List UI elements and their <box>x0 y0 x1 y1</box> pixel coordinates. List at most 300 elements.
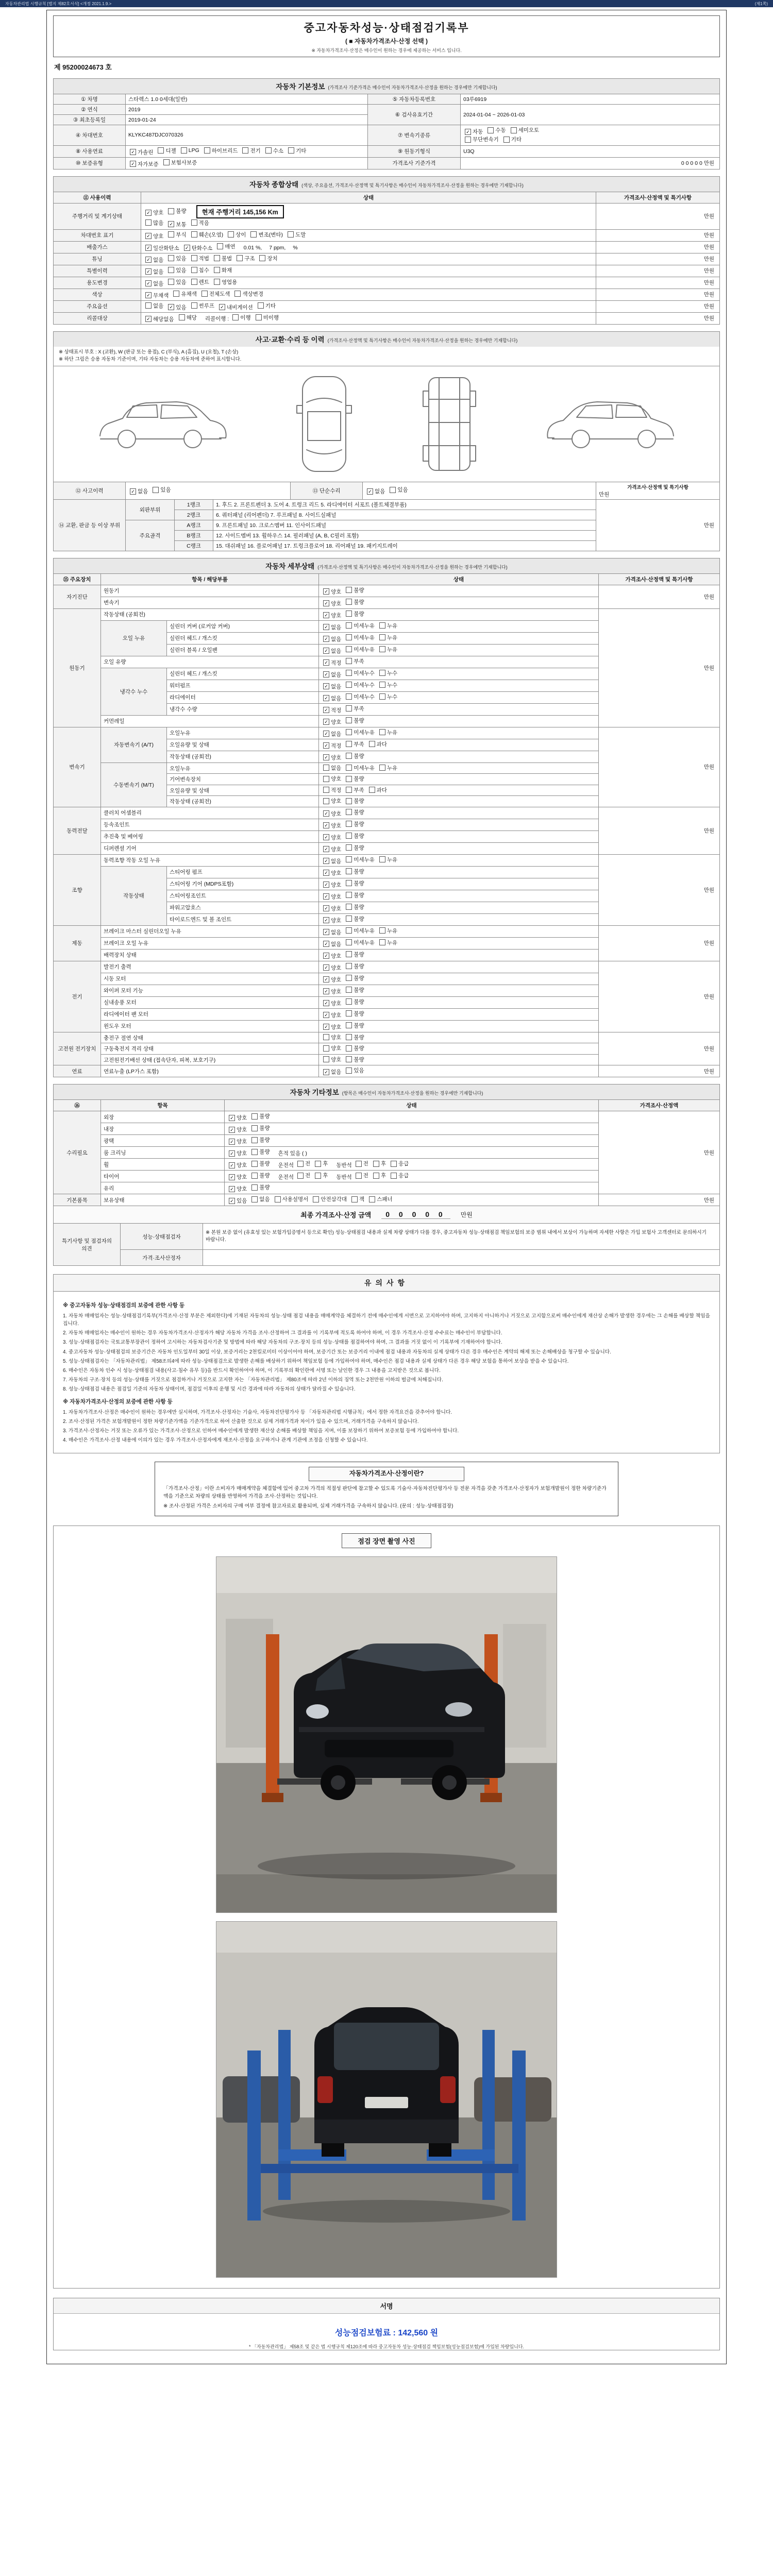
checkbox-없음[interactable] <box>323 928 341 936</box>
final-price-band <box>53 1206 720 1224</box>
checkbox-불량[interactable] <box>346 986 364 994</box>
checkbox-label: 미세누수 <box>354 693 375 700</box>
checkbox-없음[interactable] <box>323 683 341 690</box>
usage-label: 주요옵션 <box>54 300 141 312</box>
cell: 항목 / 해당부품 <box>101 573 319 585</box>
checkbox-양호[interactable] <box>145 232 163 240</box>
checkbox-없음[interactable] <box>323 764 341 772</box>
checkbox-누수[interactable] <box>379 693 397 701</box>
checkbox-적정[interactable] <box>323 786 341 794</box>
checkbox-양호[interactable] <box>323 754 341 761</box>
checkbox-전[interactable] <box>356 1172 368 1179</box>
checkbox-누유[interactable] <box>379 856 397 863</box>
device-row <box>54 1194 720 1206</box>
checkbox-label: 미세누유 <box>354 729 375 736</box>
checkbox-양호[interactable] <box>229 1114 247 1122</box>
field-label: ② 연식 <box>54 105 126 115</box>
checkbox-미세누수[interactable] <box>346 669 375 677</box>
checkbox-전[interactable] <box>297 1172 310 1179</box>
checkbox-구조[interactable] <box>237 255 255 262</box>
checkbox-불량[interactable] <box>346 962 364 970</box>
checkbox-훼손(오염)[interactable] <box>191 231 224 239</box>
panel-label: ⑭ 교환, 판금 등 이상 부위 <box>54 499 126 551</box>
checkbox-유채색[interactable] <box>173 290 196 298</box>
checkbox-미세누유[interactable] <box>346 622 375 630</box>
checkbox-누유[interactable] <box>379 927 397 935</box>
checkbox-렌트[interactable] <box>191 278 209 286</box>
checkbox-전[interactable] <box>356 1160 368 1167</box>
checkbox-없음[interactable] <box>145 280 163 287</box>
checkbox-없음[interactable] <box>323 857 341 865</box>
checkbox-불량[interactable] <box>346 868 364 875</box>
checkbox-label: 불량 <box>354 833 364 839</box>
item-label: 파워고압호스 <box>167 902 319 913</box>
checkbox-양호[interactable] <box>323 834 341 841</box>
checkbox-부족[interactable] <box>346 786 364 794</box>
definition-box <box>155 1462 618 1516</box>
checkbox-양호[interactable] <box>323 964 341 972</box>
checkbox-양호[interactable] <box>323 952 341 960</box>
checkbox-group <box>323 976 369 982</box>
checkbox-불량[interactable] <box>346 808 364 816</box>
checkbox-적법[interactable] <box>191 255 209 262</box>
checked-box-icon: ✓ <box>323 1069 329 1075</box>
price-cell: 만원 <box>599 961 720 1032</box>
checkbox-불량[interactable] <box>346 832 364 840</box>
checkbox-안전삼각대[interactable] <box>313 1195 347 1203</box>
checkbox-적정[interactable] <box>323 659 341 667</box>
section-subtitle: (항목은 매수인이 자동차가격조사·산정을 원하는 경우에만 기재합니다) <box>342 1091 483 1096</box>
checkbox-상이[interactable] <box>228 231 246 239</box>
checkbox-group <box>323 941 402 947</box>
checkbox-불량[interactable] <box>346 998 364 1006</box>
checkbox-적정[interactable] <box>323 706 341 714</box>
unchecked-box-icon <box>315 1173 321 1179</box>
checkbox-잭[interactable] <box>351 1195 364 1203</box>
checkbox-누유[interactable] <box>379 622 397 630</box>
checkbox-양호[interactable] <box>323 1056 341 1063</box>
checkbox-양호[interactable] <box>323 881 341 889</box>
checkbox-양호[interactable] <box>323 822 341 829</box>
checkbox-label: 양호 <box>331 1000 342 1007</box>
checkbox-불량[interactable] <box>346 891 364 899</box>
checkbox-미세누수[interactable] <box>346 693 375 701</box>
checkbox-group <box>145 221 214 227</box>
checkbox-양호[interactable] <box>145 209 163 216</box>
group-label: 고전원 전기장치 <box>54 1032 101 1065</box>
checkbox-있음[interactable] <box>168 278 186 286</box>
usage-label: 튜닝 <box>54 253 141 265</box>
checkbox-내비게이션[interactable] <box>219 303 253 311</box>
checkbox-양호[interactable] <box>323 988 341 995</box>
checkbox-label: 양호 <box>331 905 342 912</box>
checkbox-양호[interactable] <box>229 1138 247 1145</box>
unchecked-box-icon <box>379 634 385 640</box>
checkbox-양호[interactable] <box>229 1173 247 1181</box>
simple-repair-status <box>363 482 596 499</box>
checkbox-전[interactable] <box>297 1160 310 1167</box>
checkbox-불량[interactable] <box>346 1010 364 1018</box>
usage-label: 특별이력 <box>54 265 141 277</box>
checkbox-group <box>229 1186 275 1192</box>
checkbox-없음[interactable] <box>251 1195 270 1203</box>
checkbox-양호[interactable] <box>229 1185 247 1193</box>
checkbox-없음[interactable] <box>323 635 341 643</box>
checkbox-미세누유[interactable] <box>346 939 375 946</box>
checkbox-미세누유[interactable] <box>346 764 375 772</box>
photo-section <box>53 1526 720 2289</box>
odometer-box: 현재 주행거리 145,156 Km <box>196 205 284 218</box>
checkbox-group <box>323 800 369 806</box>
checkbox-group <box>323 882 369 888</box>
device-row <box>54 807 720 819</box>
checkbox-하이브리드[interactable] <box>204 147 238 155</box>
item-label: 실린더 블록 / 오일팬 <box>167 644 319 656</box>
section-overall-condition <box>53 176 720 325</box>
checked-box-icon: ✓ <box>323 893 329 900</box>
inspection-valid-period: 2024-01-04 ~ 2026-01-03 <box>461 105 720 125</box>
checkbox-있음[interactable] <box>346 1066 364 1074</box>
checkbox-label: 양호 <box>331 719 342 725</box>
checkbox-label: 없음 <box>375 488 385 495</box>
checkbox-불량[interactable] <box>346 1056 364 1063</box>
checkbox-label: 양호 <box>237 1174 247 1181</box>
checkbox-없음[interactable] <box>145 256 163 264</box>
checkbox-있음[interactable] <box>168 303 186 311</box>
checkbox-불량[interactable] <box>346 951 364 958</box>
unchecked-box-icon <box>346 741 352 747</box>
checkbox-없음[interactable] <box>323 940 341 948</box>
checkbox-group <box>323 905 369 911</box>
status-cell <box>319 913 599 925</box>
rank-items: 9. 프론트패널 10. 크로스멤버 11. 인사이드패널 <box>213 520 596 530</box>
checked-box-icon: ✓ <box>323 1012 329 1018</box>
checked-box-icon: ✓ <box>323 976 329 982</box>
unchecked-box-icon <box>346 611 352 617</box>
checkbox-불량[interactable] <box>346 598 364 606</box>
checkbox-불량[interactable] <box>346 752 364 760</box>
checkbox-group <box>323 612 369 618</box>
checkbox-label: 없음 <box>153 268 164 275</box>
checkbox-없음[interactable] <box>323 730 341 738</box>
checkbox-양호[interactable] <box>323 893 341 901</box>
item-label: 작동상태 (공회전) <box>167 751 319 762</box>
checkbox-LPG[interactable] <box>181 147 199 154</box>
checkbox-불량[interactable] <box>346 1022 364 1029</box>
checkbox-있음[interactable] <box>153 486 171 494</box>
checkbox-영업용[interactable] <box>214 278 237 286</box>
checkbox-label: 전 <box>363 1173 368 1179</box>
checkbox-양호[interactable] <box>323 775 341 783</box>
checkbox-양호[interactable] <box>323 588 341 596</box>
checkbox-group <box>391 1174 413 1180</box>
item-label: 냉각수 수량 <box>167 703 319 715</box>
device-row <box>54 1032 720 1043</box>
checkbox-양호[interactable] <box>323 1044 341 1052</box>
checkbox-불량[interactable] <box>251 1160 270 1167</box>
status-cell <box>319 785 599 796</box>
checkbox-불법[interactable] <box>214 255 232 262</box>
checkbox-label: 불량 <box>354 1010 364 1017</box>
checkbox-불량[interactable] <box>251 1124 270 1132</box>
checkbox-기타[interactable] <box>503 135 522 143</box>
checkbox-양호[interactable] <box>323 1033 341 1041</box>
rank-label: 2랭크 <box>175 510 213 520</box>
notice-item: 1. 자동차가격조사·산정은 매수인이 원하는 경우에만 실시하며, 가격조사·산정자는 기술사, 자동차진단평가사 등 「자동차관리법 시행규칙」에서 정한 자격요건을 갖추어야 합니다. <box>63 1409 452 1415</box>
checkbox-누유[interactable] <box>379 646 397 653</box>
checkbox-불량[interactable] <box>251 1183 270 1191</box>
checkbox-불량[interactable] <box>346 1044 364 1052</box>
inspector-remarks: ※ 본원 보증 없이 (유효성 있는 보험가입증명서 등으로 확인) 성능·상태점검 내용과 실제 차량 상태가 다를 경우, 중고자동차 성능·상태점검 책임보험의 보증 범위 내에서 보상이 가능하며 자세한 사항은 가입 보험사 고객센터로 문의하시기 바랍니다. <box>203 1224 720 1250</box>
checkbox-자가보증[interactable] <box>130 160 159 168</box>
checkbox-불량[interactable] <box>346 903 364 911</box>
status-cell <box>319 1065 599 1077</box>
checkbox-미세누유[interactable] <box>346 646 375 653</box>
checkbox-label: 도말 <box>295 231 306 238</box>
checkbox-label: 상이 <box>236 231 246 238</box>
notice-item: 5. 성능·상태점검자는 「자동차관리법」 제58조의4에 따라 성능·상태점검으로 발생한 손해를 배상하기 위하여 책임보험 등에 가입하여야 하며, 매수인은 점검 내용과 실제 상태가 다른 경우 해당 보험을 통하여 보상을 받을 수 있습니다. <box>63 1358 569 1364</box>
checkbox-보통[interactable] <box>168 221 186 228</box>
checkbox-label: 무단변속기 <box>473 137 499 143</box>
item-label: 오일누유 <box>167 762 319 774</box>
checkbox-응급[interactable] <box>391 1172 409 1179</box>
checkbox-양호[interactable] <box>323 718 341 726</box>
checkbox-양호[interactable] <box>323 810 341 818</box>
checkbox-group <box>229 1139 275 1145</box>
checkbox-과다[interactable] <box>369 786 387 794</box>
checkbox-화재[interactable] <box>214 266 232 274</box>
checkbox-장치[interactable] <box>259 255 277 262</box>
checkbox-후[interactable] <box>315 1172 328 1179</box>
checkbox-침수[interactable] <box>191 266 209 274</box>
checkbox-전체도색[interactable] <box>201 290 230 298</box>
checkbox-양호[interactable] <box>229 1149 247 1157</box>
checkbox-무단변속기[interactable] <box>465 135 499 143</box>
status-cell <box>319 831 599 842</box>
unchecked-box-icon <box>265 147 272 154</box>
misc-info-table <box>53 1099 720 1206</box>
checkbox-불량[interactable] <box>346 820 364 828</box>
item-label: 충전구 절연 상태 <box>101 1032 319 1043</box>
checkbox-스패너[interactable] <box>369 1195 392 1203</box>
checkbox-양호[interactable] <box>323 797 341 805</box>
checked-box-icon: ✓ <box>367 488 373 495</box>
checkbox-불량[interactable] <box>346 1033 364 1041</box>
unchecked-box-icon <box>214 279 220 285</box>
checkbox-적정[interactable] <box>323 742 341 750</box>
checkbox-group <box>232 316 283 322</box>
checkbox-양호[interactable] <box>323 976 341 984</box>
status-cell <box>319 996 599 1008</box>
checkbox-부족[interactable] <box>346 740 364 748</box>
checkbox-있음[interactable] <box>168 255 186 262</box>
checkbox-불량[interactable] <box>251 1148 270 1156</box>
checkbox-기타[interactable] <box>288 147 306 155</box>
checkbox-없음[interactable] <box>367 487 385 495</box>
checkbox-label: 해당 <box>186 314 197 321</box>
price-cell: 만원 <box>599 1194 720 1206</box>
unchecked-box-icon <box>163 159 170 165</box>
checkbox-양호[interactable] <box>323 917 341 924</box>
checkbox-미세누유[interactable] <box>346 927 375 935</box>
checkbox-양호[interactable] <box>323 999 341 1007</box>
checkbox-불량[interactable] <box>168 207 186 215</box>
checkbox-보험사보증[interactable] <box>163 159 197 166</box>
checkbox-해당없음[interactable] <box>145 315 174 323</box>
checkbox-부족[interactable] <box>346 705 364 713</box>
checkbox-기타[interactable] <box>258 302 276 310</box>
checkbox-있음[interactable] <box>168 266 186 274</box>
checkbox-label: 적법 <box>198 255 209 262</box>
checkbox-group <box>323 917 369 923</box>
checkbox-label: 누유 <box>386 939 398 946</box>
checkbox-label: 없음 <box>331 929 342 936</box>
checkbox-과다[interactable] <box>369 740 387 748</box>
checkbox-누유[interactable] <box>379 764 397 772</box>
checkbox-도말[interactable] <box>288 231 306 239</box>
checkbox-양호[interactable] <box>323 612 341 619</box>
checkbox-미세누수[interactable] <box>346 681 375 689</box>
checkbox-불량[interactable] <box>346 586 364 594</box>
checkbox-group <box>391 1162 413 1168</box>
checkbox-디젤[interactable] <box>158 147 176 155</box>
status-cell <box>319 949 599 961</box>
item-label: 광택 <box>101 1135 225 1147</box>
checkbox-부식[interactable] <box>168 231 186 239</box>
checkbox-group <box>323 777 369 784</box>
unchecked-box-icon <box>379 939 385 945</box>
unchecked-box-icon <box>168 255 174 261</box>
checkbox-불량[interactable] <box>346 844 364 852</box>
checkbox-label: 없음 <box>138 488 148 495</box>
checkbox-일산화탄소[interactable] <box>145 244 179 252</box>
checkbox-양호[interactable] <box>323 1011 341 1019</box>
checkbox-미세누유[interactable] <box>346 728 375 736</box>
checkbox-탄화수소[interactable] <box>184 244 213 252</box>
checkbox-응급[interactable] <box>391 1160 409 1167</box>
checkbox-없음[interactable] <box>323 694 341 702</box>
usage-label: 차대번호 표기 <box>54 229 141 241</box>
checkbox-label: 불량 <box>354 1045 364 1052</box>
checkbox-후[interactable] <box>315 1160 328 1167</box>
checkbox-후[interactable] <box>373 1160 386 1167</box>
checkbox-색상변경[interactable] <box>234 290 263 298</box>
checkbox-없음[interactable] <box>323 623 341 631</box>
checkbox-세미오토[interactable] <box>511 126 540 134</box>
status-cell <box>319 985 599 996</box>
checkbox-수소[interactable] <box>265 147 283 155</box>
checkbox-썬루프[interactable] <box>191 302 214 310</box>
checkbox-없음[interactable] <box>145 302 163 310</box>
rank-items: 6. 쿼터패널 (리어펜더) 7. 루프패널 8. 사이드실패널 <box>213 510 596 520</box>
cell: 가격조사·산정액 및 특기사항 <box>599 573 720 585</box>
checkbox-매연[interactable] <box>217 243 235 250</box>
checkbox-label: 양호 <box>153 233 164 240</box>
checkbox-불량[interactable] <box>251 1136 270 1144</box>
checkbox-누수[interactable] <box>379 681 397 689</box>
checkbox-불량[interactable] <box>346 775 364 783</box>
checkbox-후[interactable] <box>373 1172 386 1179</box>
checkbox-label: 전 <box>305 1173 311 1179</box>
checkbox-부족[interactable] <box>346 657 364 665</box>
item-label: 실린더 헤드 / 개스킷 <box>167 668 319 680</box>
checkbox-해당[interactable] <box>179 314 197 321</box>
final-price-label: 최종 가격조사·산정 금액 <box>300 1211 372 1219</box>
checkbox-label: 없음 <box>331 624 342 631</box>
checkbox-미이행[interactable] <box>256 314 279 321</box>
checkbox-변조(변타)[interactable] <box>250 231 283 239</box>
checkbox-양호[interactable] <box>323 1023 341 1031</box>
checkbox-양호[interactable] <box>323 845 341 853</box>
checkbox-미세누유[interactable] <box>346 634 375 641</box>
checkbox-전기[interactable] <box>242 147 260 155</box>
checkbox-불량[interactable] <box>251 1112 270 1120</box>
checkbox-없음[interactable] <box>130 487 148 495</box>
checkbox-불량[interactable] <box>346 915 364 923</box>
checkbox-불량[interactable] <box>346 974 364 982</box>
device-row <box>54 961 720 973</box>
checkbox-수동[interactable] <box>488 126 506 134</box>
checkbox-있음[interactable] <box>229 1197 247 1205</box>
checkbox-불량[interactable] <box>251 1172 270 1179</box>
checkbox-미세누유[interactable] <box>346 856 375 863</box>
checkbox-label: 양호 <box>331 1056 342 1063</box>
checkbox-누유[interactable] <box>379 634 397 641</box>
unchecked-box-icon <box>379 682 385 688</box>
checkbox-양호[interactable] <box>323 869 341 877</box>
basic-info-table <box>53 94 720 170</box>
checkbox-자동[interactable] <box>465 128 483 135</box>
checkbox-label: 불법 <box>221 255 232 262</box>
checkbox-불량[interactable] <box>346 879 364 887</box>
checkbox-불량[interactable] <box>346 717 364 724</box>
fuel-type <box>126 145 368 157</box>
checkbox-없음[interactable] <box>145 268 163 276</box>
checkbox-양호[interactable] <box>323 905 341 912</box>
checkbox-사용설명서[interactable] <box>275 1195 309 1203</box>
checkbox-label: 불량 <box>354 892 364 899</box>
checkbox-없음[interactable] <box>323 1068 341 1076</box>
checkbox-label: 많음 <box>153 219 164 226</box>
checkbox-가솔린[interactable] <box>130 148 153 156</box>
checkbox-양호[interactable] <box>229 1126 247 1133</box>
inspection-photo-2 <box>216 1921 557 2278</box>
checkbox-누유[interactable] <box>379 939 397 946</box>
checkbox-양호[interactable] <box>229 1161 247 1169</box>
checkbox-이행[interactable] <box>232 314 250 321</box>
checkbox-없음[interactable] <box>323 671 341 679</box>
checkbox-label: 양호 <box>331 953 342 959</box>
section-basic-info <box>53 78 720 170</box>
checkbox-누유[interactable] <box>379 728 397 736</box>
unchecked-box-icon <box>158 147 164 154</box>
checkbox-불량[interactable] <box>346 797 364 805</box>
checkbox-누수[interactable] <box>379 669 397 677</box>
checkbox-label: 누수 <box>386 682 398 688</box>
group-label: 변속기 <box>54 727 101 807</box>
checkbox-없음[interactable] <box>323 647 341 655</box>
checkbox-적음[interactable] <box>191 219 209 227</box>
checkbox-불량[interactable] <box>346 610 364 618</box>
checkbox-양호[interactable] <box>323 600 341 607</box>
item-label: 외장 <box>101 1111 225 1123</box>
checkbox-무채색[interactable] <box>145 292 169 299</box>
unchecked-box-icon <box>373 1161 379 1167</box>
checkbox-많음[interactable] <box>145 219 163 227</box>
subgroup-label: 냉각수 누수 <box>101 668 167 715</box>
checkbox-있음[interactable] <box>390 486 408 494</box>
status-cell <box>141 241 596 253</box>
